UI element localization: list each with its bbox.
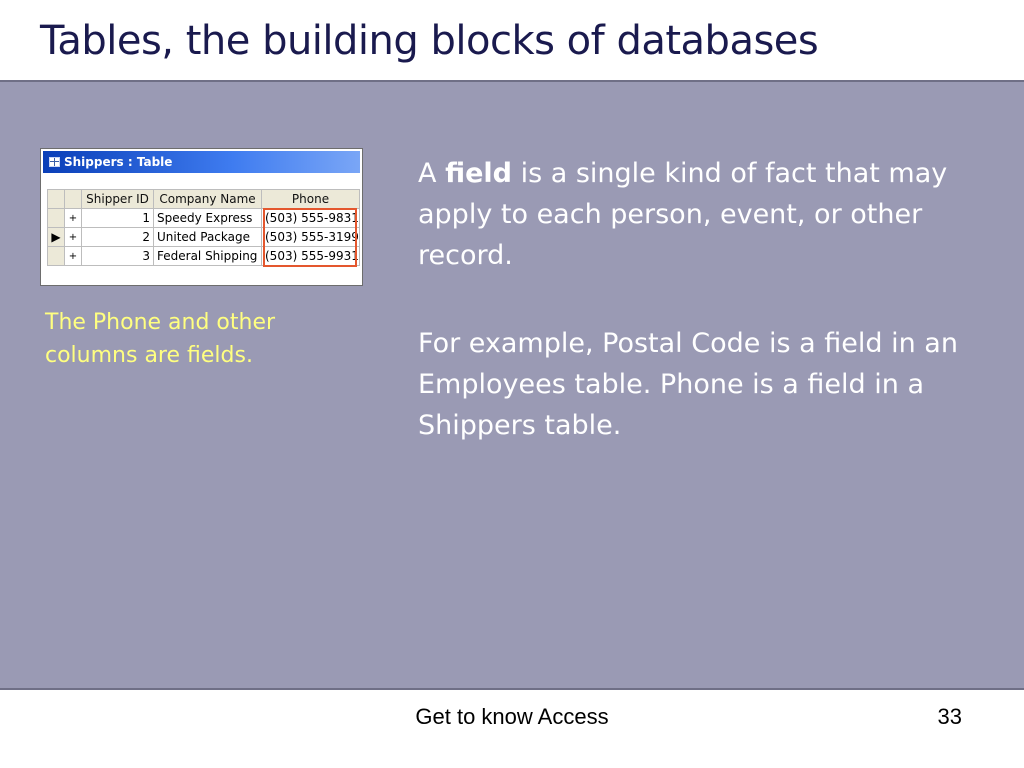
current-record-icon[interactable]: ▶ [48,228,65,247]
column-header-phone[interactable]: Phone [262,190,360,209]
table-caption: The Phone and other columns are fields. [45,310,276,368]
corner-cell[interactable] [48,190,65,209]
p1-suffix: is a single kind of fact that may apply to each person, event, or other record. [418,158,948,271]
table-row [48,209,360,228]
header-row [48,190,360,209]
cell-company-name[interactable]: Speedy Express [154,209,262,228]
cell-company-name[interactable]: Federal Shipping [154,247,262,266]
cell-shipper-id[interactable]: 1 [82,209,154,228]
slide-footer: Get to know Access [415,704,609,729]
shippers-datasheet [47,189,360,266]
cell-shipper-id[interactable]: 2 [82,228,154,247]
cell-company-name[interactable]: United Package [154,228,262,247]
page-number: 33 [937,704,962,729]
expander-header [65,190,82,209]
row-selector[interactable] [48,209,65,228]
column-header-company-name[interactable]: Company Name [154,190,262,209]
p1-prefix: A [418,158,446,189]
field-term: field [445,158,512,189]
cell-phone[interactable]: (503) 555-9831 [262,209,360,228]
cell-phone[interactable]: (503) 555-9931 [262,247,360,266]
expand-icon[interactable]: + [65,247,82,266]
table-titlebar [43,151,360,173]
column-header-shipper-id[interactable]: Shipper ID [82,190,154,209]
cell-phone[interactable]: (503) 555-3199 [262,228,360,247]
expand-icon[interactable]: + [65,209,82,228]
table-icon [49,157,60,167]
shippers-table-window [40,148,363,286]
table-row [48,228,360,247]
table-row [48,247,360,266]
slide-title: Tables, the building blocks of databases [40,18,819,64]
cell-shipper-id[interactable]: 3 [82,247,154,266]
example-paragraph: For example, Postal Code is a field in an Employees table. Phone is a field in a Shippers table. [418,328,958,441]
expand-icon[interactable]: + [65,228,82,247]
table-window-title: Shippers : Table [64,155,173,169]
row-selector[interactable] [48,247,65,266]
field-definition-paragraph [418,153,988,276]
